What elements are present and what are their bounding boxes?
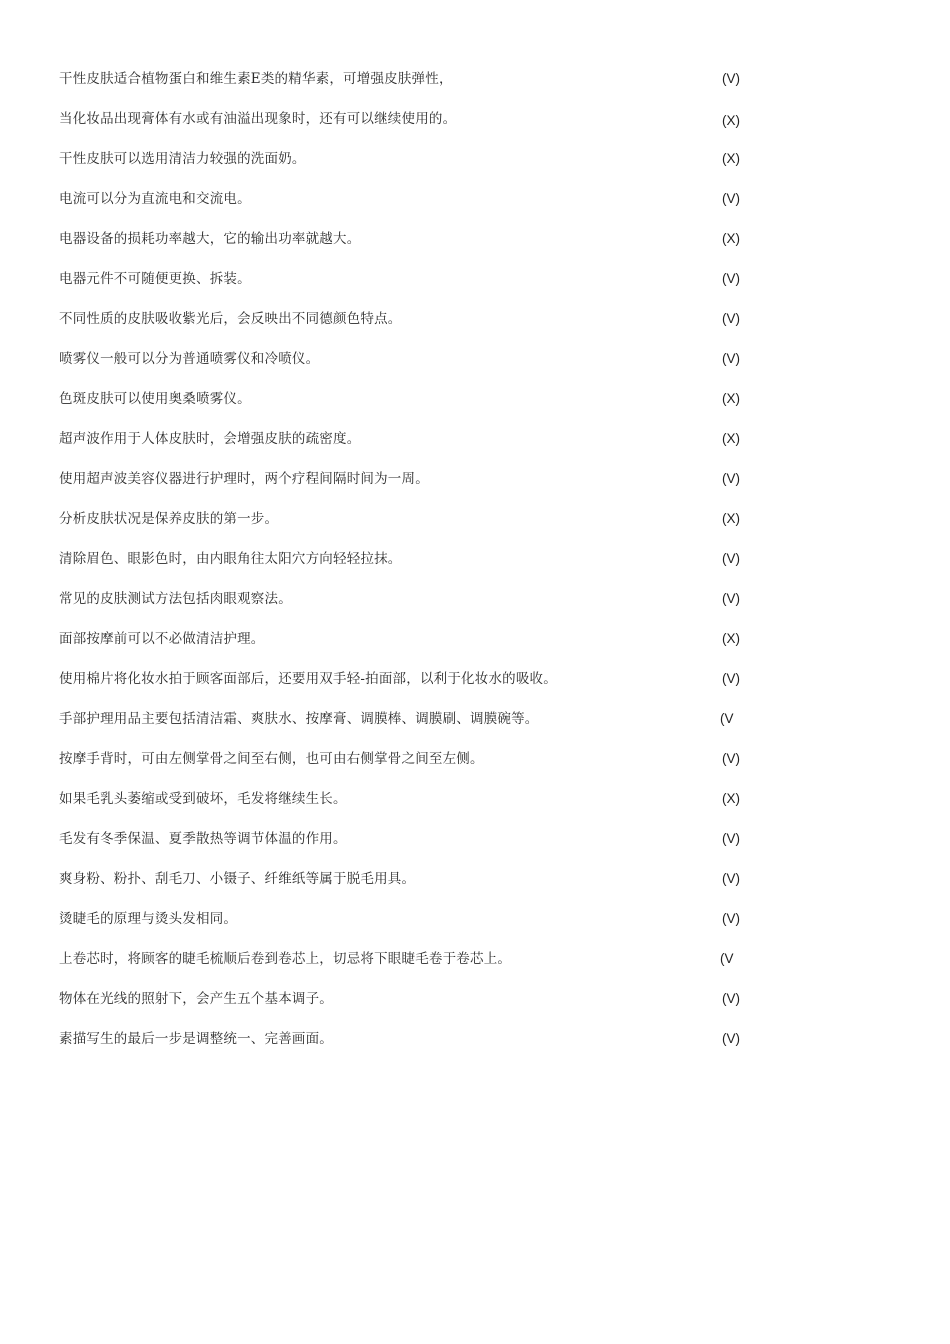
list-item bbox=[59, 868, 759, 908]
list-item bbox=[59, 628, 759, 668]
list-item bbox=[59, 348, 759, 388]
statement-text: 素描写生的最后一步是调整统一、完善画面。 bbox=[59, 1031, 333, 1047]
statement-text: 电器设备的损耗功率越大，它的输出功率就越大。 bbox=[59, 231, 361, 247]
list-item bbox=[59, 268, 759, 308]
answer-mark: (V) bbox=[722, 671, 740, 686]
list-item bbox=[59, 908, 759, 948]
list-item bbox=[59, 708, 759, 748]
answer-mark: (X) bbox=[722, 391, 740, 406]
answer-mark: (V) bbox=[722, 831, 740, 846]
list-item bbox=[59, 428, 759, 468]
answer-mark: (V) bbox=[722, 351, 740, 366]
list-item bbox=[59, 508, 759, 548]
statement-text: 电器元件不可随便更换、拆装。 bbox=[59, 271, 251, 287]
list-item bbox=[59, 788, 759, 828]
statement-text: 当化妆品出现膏体有水或有油溢出现象时，还有可以继续使用的。 bbox=[59, 111, 457, 127]
statement-text: 手部护理用品主要包括清洁霜、爽肤水、按摩膏、调膜棒、调膜刷、调膜碗等。 bbox=[59, 711, 539, 727]
list-item bbox=[59, 188, 759, 228]
answer-mark: (V) bbox=[722, 271, 740, 286]
statement-text: 爽身粉、粉扑、刮毛刀、小镊子、纤维纸等属于脱毛用具。 bbox=[59, 871, 416, 887]
list-item bbox=[59, 588, 759, 628]
answer-mark: (V) bbox=[722, 71, 740, 86]
answer-mark: (X) bbox=[722, 511, 740, 526]
list-item bbox=[59, 388, 759, 428]
list-item bbox=[59, 308, 759, 348]
list-item bbox=[59, 988, 759, 1028]
answer-mark: (V bbox=[720, 711, 734, 726]
list-item bbox=[59, 548, 759, 588]
list-item bbox=[59, 108, 759, 148]
answer-mark: (V) bbox=[722, 991, 740, 1006]
answer-mark: (V) bbox=[722, 591, 740, 606]
statement-text: 干性皮肤适合植物蛋白和维生素E类的精华素，可增强皮肤弹性， bbox=[59, 71, 453, 87]
list-item bbox=[59, 148, 759, 188]
statement-text: 超声波作用于人体皮肤时，会增强皮肤的疏密度。 bbox=[59, 431, 361, 447]
statement-text: 清除眉色、眼影色时，由内眼角往太阳穴方向轻轻拉抹。 bbox=[59, 551, 402, 567]
answer-mark: (V bbox=[720, 951, 734, 966]
answer-mark: (V) bbox=[722, 1031, 740, 1046]
answer-mark: (V) bbox=[722, 551, 740, 566]
answer-mark: (V) bbox=[722, 191, 740, 206]
true-false-list bbox=[59, 68, 759, 1068]
statement-text: 如果毛乳头萎缩或受到破坏，毛发将继续生长。 bbox=[59, 791, 347, 807]
statement-text: 常见的皮肤测试方法包括肉眼观察法。 bbox=[59, 591, 292, 607]
statement-text: 分析皮肤状况是保养皮肤的第一步。 bbox=[59, 511, 279, 527]
statement-text: 上卷芯时，将顾客的睫毛梳顺后卷到卷芯上，切忌将下眼睫毛卷于卷芯上。 bbox=[59, 951, 512, 967]
answer-mark: (X) bbox=[722, 151, 740, 166]
list-item bbox=[59, 748, 759, 788]
statement-text: 毛发有冬季保温、夏季散热等调节体温的作用。 bbox=[59, 831, 347, 847]
answer-mark: (X) bbox=[722, 431, 740, 446]
answer-mark: (V) bbox=[722, 311, 740, 326]
statement-text: 面部按摩前可以不必做清洁护理。 bbox=[59, 631, 265, 647]
answer-mark: (X) bbox=[722, 231, 740, 246]
statement-text: 使用棉片将化妆水拍于顾客面部后，还要用双手轻-拍面部，以利于化妆水的吸收。 bbox=[59, 671, 557, 687]
statement-text: 电流可以分为直流电和交流电。 bbox=[59, 191, 251, 207]
list-item bbox=[59, 228, 759, 268]
answer-mark: (V) bbox=[722, 911, 740, 926]
list-item bbox=[59, 828, 759, 868]
statement-text: 物体在光线的照射下，会产生五个基本调子。 bbox=[59, 991, 333, 1007]
statement-text: 不同性质的皮肤吸收紫光后，会反映出不同德颜色特点。 bbox=[59, 311, 402, 327]
answer-mark: (V) bbox=[722, 751, 740, 766]
answer-mark: (X) bbox=[722, 791, 740, 806]
answer-mark: (V) bbox=[722, 471, 740, 486]
answer-mark: (X) bbox=[722, 113, 740, 128]
statement-text: 色斑皮肤可以使用奥桑喷雾仪。 bbox=[59, 391, 251, 407]
statement-text: 烫睫毛的原理与烫头发相同。 bbox=[59, 911, 238, 927]
statement-text: 喷雾仪一般可以分为普通喷雾仪和冷喷仪。 bbox=[59, 351, 320, 367]
list-item bbox=[59, 68, 759, 108]
list-item bbox=[59, 668, 759, 708]
statement-text: 按摩手背时，可由左侧掌骨之间至右侧，也可由右侧掌骨之间至左侧。 bbox=[59, 751, 484, 767]
answer-mark: (V) bbox=[722, 871, 740, 886]
statement-text: 干性皮肤可以选用清洁力较强的洗面奶。 bbox=[59, 151, 306, 167]
statement-text: 使用超声波美容仪器进行护理时，两个疗程间隔时间为一周。 bbox=[59, 471, 429, 487]
list-item bbox=[59, 1028, 759, 1068]
list-item bbox=[59, 948, 759, 988]
answer-mark: (X) bbox=[722, 631, 740, 646]
list-item bbox=[59, 468, 759, 508]
